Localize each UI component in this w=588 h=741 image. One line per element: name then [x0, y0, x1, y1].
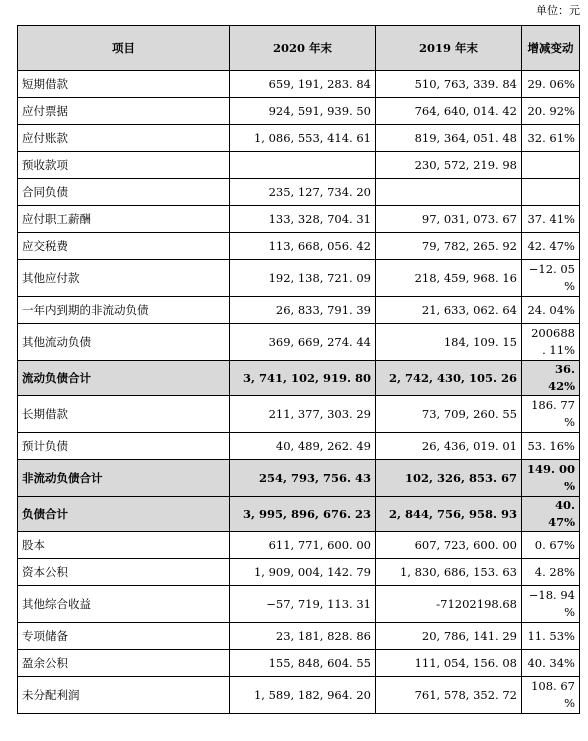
unit-label: 单位：元 [536, 4, 580, 17]
value-2020: 211, 377, 303. 29 [230, 396, 376, 433]
value-2019: 218, 459, 968. 16 [376, 260, 522, 297]
header-item: 项目 [18, 26, 230, 71]
row-label: 短期借款 [18, 71, 230, 98]
row-label: 预计负债 [18, 433, 230, 460]
row-label: 其他综合收益 [18, 586, 230, 623]
table-row [18, 497, 580, 532]
change-pct-line2: % [564, 479, 575, 493]
table-row [18, 559, 580, 586]
change-pct [522, 460, 580, 497]
table-row [18, 233, 580, 260]
change-pct-line2: % [564, 415, 575, 429]
row-label: 其他流动负债 [18, 324, 230, 361]
header-2019: 2019 年末 [376, 26, 522, 71]
value-2019: 1, 830, 686, 153. 63 [376, 559, 522, 586]
table-header-row [18, 26, 580, 71]
change-pct-line1: 108. 67 [531, 679, 575, 693]
table-row [18, 152, 580, 179]
value-2020: 155, 848, 604. 55 [230, 650, 376, 677]
table-row [18, 586, 580, 623]
value-2020: 23, 181, 828. 86 [230, 623, 376, 650]
change-pct-line2: % [564, 279, 575, 293]
value-2019: 111, 054, 156. 08 [376, 650, 522, 677]
change-pct [522, 324, 580, 361]
table-row [18, 532, 580, 559]
row-label: 负债合计 [18, 497, 230, 532]
change-pct: 20. 92% [522, 98, 580, 125]
row-label: 长期借款 [18, 396, 230, 433]
change-pct [522, 179, 580, 206]
table-row [18, 71, 580, 98]
value-2019: 21, 633, 062. 64 [376, 297, 522, 324]
value-2019: 607, 723, 600. 00 [376, 532, 522, 559]
change-pct-line2: % [564, 696, 575, 710]
table-row [18, 98, 580, 125]
row-label: 应交税费 [18, 233, 230, 260]
change-pct: 4. 28% [522, 559, 580, 586]
row-label: 应付票据 [18, 98, 230, 125]
table-body [18, 71, 580, 714]
change-pct [522, 152, 580, 179]
value-2020: 26, 833, 791. 39 [230, 297, 376, 324]
value-2019: 73, 709, 260. 55 [376, 396, 522, 433]
value-2019: 230, 572, 219. 98 [376, 152, 522, 179]
change-pct: 32. 61% [522, 125, 580, 152]
table-row [18, 623, 580, 650]
table-row [18, 460, 580, 497]
value-2019: 102, 326, 853. 67 [376, 460, 522, 497]
row-label: 应付账款 [18, 125, 230, 152]
table-row [18, 650, 580, 677]
table-row [18, 260, 580, 297]
row-label: 资本公积 [18, 559, 230, 586]
row-label: 其他应付款 [18, 260, 230, 297]
change-pct: 40. 47% [522, 497, 580, 532]
value-2020: 254, 793, 756. 43 [230, 460, 376, 497]
value-2019: 26, 436, 019. 01 [376, 433, 522, 460]
row-label: 专项储备 [18, 623, 230, 650]
row-label: 盈余公积 [18, 650, 230, 677]
value-2019: 79, 782, 265. 92 [376, 233, 522, 260]
value-2020: 659, 191, 283. 84 [230, 71, 376, 98]
value-2020: 192, 138, 721. 09 [230, 260, 376, 297]
change-pct-line1: 186. 77 [531, 398, 575, 412]
change-pct: 42. 47% [522, 233, 580, 260]
value-2019 [376, 179, 522, 206]
value-2020 [230, 152, 376, 179]
value-2019: 20, 786, 141. 29 [376, 623, 522, 650]
value-2019: 764, 640, 014. 42 [376, 98, 522, 125]
change-pct: 29. 06% [522, 71, 580, 98]
change-pct-line1: −18. 94 [528, 588, 575, 602]
value-2019: 819, 364, 051. 48 [376, 125, 522, 152]
value-2020: 235, 127, 734. 20 [230, 179, 376, 206]
value-2020: 3, 741, 102, 919. 80 [230, 361, 376, 396]
value-2020: 369, 669, 274. 44 [230, 324, 376, 361]
value-2019: 2, 844, 756, 958. 93 [376, 497, 522, 532]
table-row [18, 324, 580, 361]
change-pct-line1: −12. 05 [528, 262, 575, 276]
table-row [18, 179, 580, 206]
value-2020: 133, 328, 704. 31 [230, 206, 376, 233]
value-2020: 3, 995, 896, 676. 23 [230, 497, 376, 532]
table-row [18, 125, 580, 152]
table-row [18, 361, 580, 396]
value-2020: 611, 771, 600. 00 [230, 532, 376, 559]
change-pct [522, 260, 580, 297]
row-label: 股本 [18, 532, 230, 559]
value-2020: 40, 489, 262. 49 [230, 433, 376, 460]
header-2020: 2020 年末 [230, 26, 376, 71]
row-label: 一年内到期的非流动负债 [18, 297, 230, 324]
header-change: 增减变动 [522, 26, 580, 71]
value-2019: 761, 578, 352. 72 [376, 677, 522, 714]
change-pct: 37. 41% [522, 206, 580, 233]
change-pct: 40. 34% [522, 650, 580, 677]
row-label: 非流动负债合计 [18, 460, 230, 497]
liabilities-table [17, 25, 580, 714]
change-pct: 36. 42% [522, 361, 580, 396]
value-2019: 97, 031, 073. 67 [376, 206, 522, 233]
change-pct [522, 586, 580, 623]
row-label: 未分配利润 [18, 677, 230, 714]
table-row [18, 206, 580, 233]
value-2019: -71202198.68 [376, 586, 522, 623]
value-2020: 924, 591, 939. 50 [230, 98, 376, 125]
table-row [18, 433, 580, 460]
value-2019: 184, 109. 15 [376, 324, 522, 361]
value-2019: 2, 742, 430, 105. 26 [376, 361, 522, 396]
change-pct: 53. 16% [522, 433, 580, 460]
change-pct-line1: 200688 [531, 326, 575, 340]
change-pct [522, 677, 580, 714]
change-pct: 0. 67% [522, 532, 580, 559]
change-pct: 11. 53% [522, 623, 580, 650]
change-pct-line1: 149. 00 [526, 462, 575, 476]
row-label: 流动负债合计 [18, 361, 230, 396]
change-pct-line2: . 11% [542, 343, 575, 357]
row-label: 应付职工薪酬 [18, 206, 230, 233]
change-pct: 24. 04% [522, 297, 580, 324]
value-2020: 1, 086, 553, 414. 61 [230, 125, 376, 152]
table-row [18, 677, 580, 714]
row-label: 合同负债 [18, 179, 230, 206]
table-row [18, 297, 580, 324]
row-label: 预收款项 [18, 152, 230, 179]
value-2020: 1, 589, 182, 964. 20 [230, 677, 376, 714]
value-2020: −57, 719, 113. 31 [230, 586, 376, 623]
value-2020: 1, 909, 004, 142. 79 [230, 559, 376, 586]
table-row [18, 396, 580, 433]
value-2019: 510, 763, 339. 84 [376, 71, 522, 98]
change-pct-line2: % [564, 605, 575, 619]
change-pct [522, 396, 580, 433]
value-2020: 113, 668, 056. 42 [230, 233, 376, 260]
